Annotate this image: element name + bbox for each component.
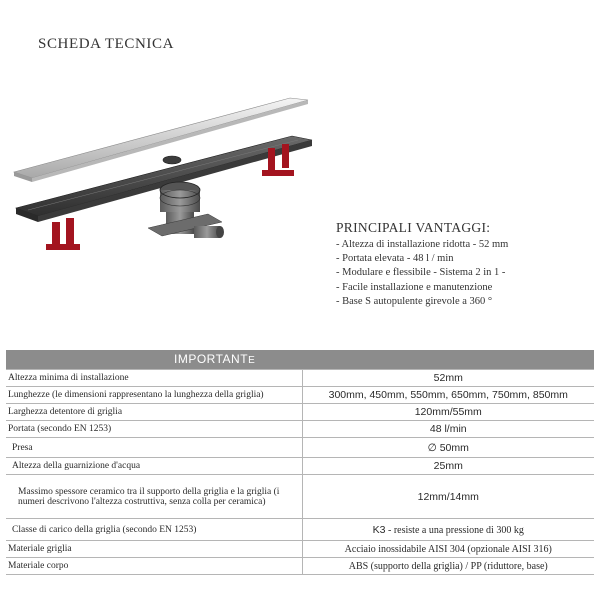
- load-class-note: - resiste a una pressione di 300 kg: [385, 524, 524, 536]
- advantages-section: [336, 220, 586, 309]
- row-value: ABS (supporto della griglia) / PP (riduttore, base): [302, 558, 594, 575]
- row-label: Altezza della guarnizione d'acqua: [6, 458, 302, 475]
- row-label: Larghezza detentore di griglia: [6, 404, 302, 421]
- advantage-item: - Portata elevata - 48 l / min: [336, 253, 454, 265]
- row-value: 120mm/55mm: [302, 404, 594, 421]
- table-row: [6, 421, 594, 438]
- table-row: [6, 475, 594, 519]
- row-label: Altezza minima di installazione: [6, 370, 302, 387]
- advantage-item: - Facile installazione e manutenzione: [336, 281, 493, 293]
- table-row: [6, 438, 594, 458]
- advantage-item: - Altezza di installazione ridotta - 52 mm: [336, 239, 509, 250]
- table-row: [6, 387, 594, 404]
- spec-table: [6, 350, 594, 575]
- row-value: 52mm: [302, 370, 594, 387]
- table-row: [6, 558, 594, 575]
- row-value: 25mm: [302, 458, 594, 475]
- advantages-title: PRINCIPALI VANTAGGI:: [336, 220, 491, 235]
- product-illustration: [8, 90, 324, 270]
- row-label: Portata (secondo EN 1253): [6, 421, 302, 438]
- table-header-label: IMPORTANT: [174, 352, 249, 366]
- table-row: [6, 370, 594, 387]
- row-label: Presa: [6, 438, 302, 458]
- table-row: [6, 404, 594, 421]
- row-label: Classe di carico della griglia (secondo EN 1253): [6, 519, 302, 541]
- row-label: Lunghezze (le dimensioni rappresentano la lunghezza della griglia): [6, 387, 302, 404]
- table-row: [6, 541, 594, 558]
- row-value: 12mm/14mm: [302, 475, 594, 519]
- row-label: Massimo spessore ceramico tra il supporto della griglia e la griglia (i numeri descrivono l'altezza costruttiva, senza colla per ceramica): [6, 475, 302, 519]
- advantage-item: - Base S autopulente girevole a 360 °: [336, 295, 493, 307]
- row-value: Acciaio inossidabile AISI 304 (opzionale AISI 316): [302, 541, 594, 558]
- table-row: [6, 519, 594, 541]
- row-value: 48 l/min: [302, 421, 594, 438]
- advantages-list: [336, 238, 586, 309]
- row-label: Materiale corpo: [6, 558, 302, 575]
- table-header-label-tail: E: [248, 355, 256, 366]
- grate-icon: [14, 98, 308, 182]
- advantage-item: - Modulare e flessibile - Sistema 2 in 1 -: [336, 267, 506, 279]
- load-class-value: K3: [372, 523, 386, 536]
- page-title: SCHEDA TECNICA: [38, 36, 175, 52]
- table-header: [6, 350, 594, 369]
- row-value: [302, 519, 594, 541]
- row-label: Materiale griglia: [6, 541, 302, 558]
- table-row: [6, 458, 594, 475]
- row-value: ∅ 50mm: [302, 438, 594, 458]
- row-value: 300mm, 450mm, 550mm, 650mm, 750mm, 850mm: [302, 387, 594, 404]
